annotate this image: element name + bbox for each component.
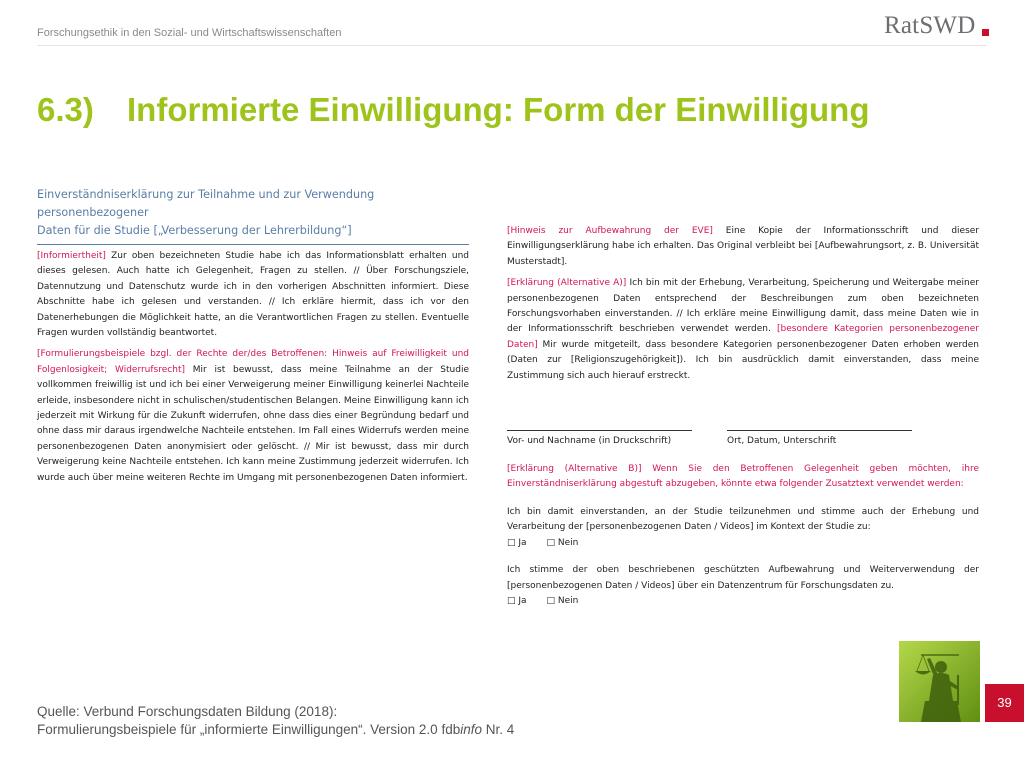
slide-title xyxy=(37,91,870,129)
source-line2: Formulierungsbeispiele für „informierte Einwilligungen“. Version 2.0 fdbinfo Nr. 4 xyxy=(37,722,515,737)
lady-justice-image xyxy=(899,641,980,722)
signature-row xyxy=(507,430,979,452)
tag-besondere-kategorien: [besondere Kategorien personenbezogener Daten] xyxy=(507,324,979,350)
text-besondere-kategorien: Mir wurde mitgeteilt, dass besondere Kategorien personenbezogener Daten erhoben werden (Daten zur [Religionszugehörigkeit]). Ich bin ausdrücklich damit einverstanden, dass meine Zustimmung sich auch hierauf erstreckt. xyxy=(507,339,979,381)
date-signature-label: Ort, Datum, Unterschrift xyxy=(727,436,837,447)
aufbewahrung-option-no: □ Nein xyxy=(546,595,579,606)
source-line1: Quelle: Verbund Forschungsdaten Bildung (2018): xyxy=(37,704,338,719)
paragraph-alternative-a xyxy=(507,276,979,384)
slide-title-number: 6.3) xyxy=(37,91,94,128)
text-alternative-a: Ich bin mit der Erhebung, Verarbeitung, Speicherung und Weitergabe meiner personenbezogenen Daten entsprechend der Beschreibungen zum oben bezeichneten Forschungsvorhaben einverstanden. // Ich erkläre meine Einwilligung damit, dass meine Daten wie in der Informationsschrift beschrieben verwendet werden. xyxy=(507,278,979,335)
tag-informiertheit: [Informiertheit] xyxy=(37,251,106,261)
aufbewahrung-option-yes: □ Ja xyxy=(507,595,527,606)
page-number: 39 xyxy=(985,684,1024,722)
paragraph-aufbewahrung-zustimmung: Ich stimme der oben beschriebenen geschützten Aufbewahrung und Weiterverwendung der [personenbezogenen Daten / Videos] über ein Datenzentrum für Forschungsdaten zu. xyxy=(507,565,979,591)
paragraph-informiertheit xyxy=(37,249,469,341)
consent-form-heading xyxy=(37,186,469,240)
source-citation xyxy=(37,703,514,739)
lady-justice-icon xyxy=(899,641,980,722)
tag-rechte: [Formulierungsbeispiele bzgl. der Rechte der/des Betroffenen: Hinweis auf Freiwilligkeit und Folgenlosigkeit; Widerrufsrecht] xyxy=(37,349,469,375)
logo-red-square xyxy=(982,29,989,36)
text-informiertheit: Zur oben bezeichneten Studie habe ich das Informationsblatt erhalten und dieses gelesen. Auch hatte ich Gelegenheit, Fragen zu stellen. // Über Forschungsziele, Datennutzung und Datenschutz wurde ich in den vorherigen Abschnitten informiert. Diese Abschnitte habe ich gelesen und verstanden. // Ich erkläre hiermit, dass ich vor den Datenerhebungen die Möglichkeit hatte, an die Verantwortlichen Fragen zu stellen. Eventuelle Fragen wurden vollständig beantwortet. xyxy=(37,251,469,339)
teilnahme-option-no: □ Nein xyxy=(546,537,579,548)
paragraph-teilnahme: Ich bin damit einverstanden, an der Studie teilzunehmen und stimme auch der Erhebung und Verarbeitung der [personenbezogenen Daten / Videos] im Kontext der Studie zu: xyxy=(507,506,979,533)
name-signature-line xyxy=(507,430,692,431)
consent-form-right-column xyxy=(507,224,979,609)
text-rechte: Mir ist bewusst, dass meine Teilnahme an der Studie vollkommen freiwillig ist und ich bei einer Verweigerung meiner Einwilligung keinerlei Nachteile erleide, insbesondere nicht in schulischen/studentischen Belangen. Meine Einwilligung kann ich jederzeit mit Wirkung für die Zukunft widerrufen, ohne dass dies einer Begründung bedarf und ohne dass mir daraus irgendwelche Nachteile entstehen. Im Fall eines Widerrufs werden meine personenbezogenen Daten anonymisiert oder gelöscht. // Mir ist bewusst, dass mir durch Verweigerung keine Nachteile entstehen. Ich kann meine Zustimmung jederzeit widerrufen. Ich wurde auch über meine weiteren Rechte im Umgang mit personenbezogenen Daten informiert. xyxy=(37,364,469,483)
header-divider xyxy=(37,45,987,46)
paragraph-aufbewahrung xyxy=(507,224,979,270)
consent-form-left-column xyxy=(37,186,469,492)
teilnahme-option-yes: □ Ja xyxy=(507,537,527,548)
aufbewahrung-options xyxy=(507,594,979,609)
consent-form-heading-line1: Einverständniserklärung zur Teilnahme und zur Verwendung personenbezogener xyxy=(37,188,375,219)
slide-title-text: Informierte Einwilligung: Form der Einwilligung xyxy=(127,91,870,128)
course-header: Forschungsethik in den Sozial- und Wirtschaftswissenschaften xyxy=(37,27,342,39)
tag-aufbewahrung: [Hinweis zur Aufbewahrung der EVE] xyxy=(507,226,713,236)
paragraph-rechte xyxy=(37,347,469,486)
paragraph-alternative-b: [Erklärung (Alternative B)] Wenn Sie den Betroffenen Gelegenheit geben möchten, ihre Einverständniserklärung abgestuft abzugeben, könnte etwa folgender Zusatztext verwendet werden: xyxy=(507,464,979,490)
teilnahme-options xyxy=(507,536,979,551)
date-signature-line xyxy=(727,430,912,431)
tag-alternative-a: [Erklärung (Alternative A)] xyxy=(507,278,627,289)
text-aufbewahrung: Eine Kopie der Informationsschrift und dieser Einwilligungserklärung habe ich erhalten. Das Original verbleibt bei [Aufbewahrungsort, z. B. Universität Musterstadt]. xyxy=(507,226,979,267)
consent-form-heading-line2: Daten für die Studie [„Verbesserung der Lehrerbildung“] xyxy=(37,224,352,237)
ratswd-logo: RatSWD xyxy=(884,12,976,39)
heading-rule xyxy=(37,244,469,245)
name-signature-label: Vor- und Nachname (in Druckschrift) xyxy=(507,436,672,447)
